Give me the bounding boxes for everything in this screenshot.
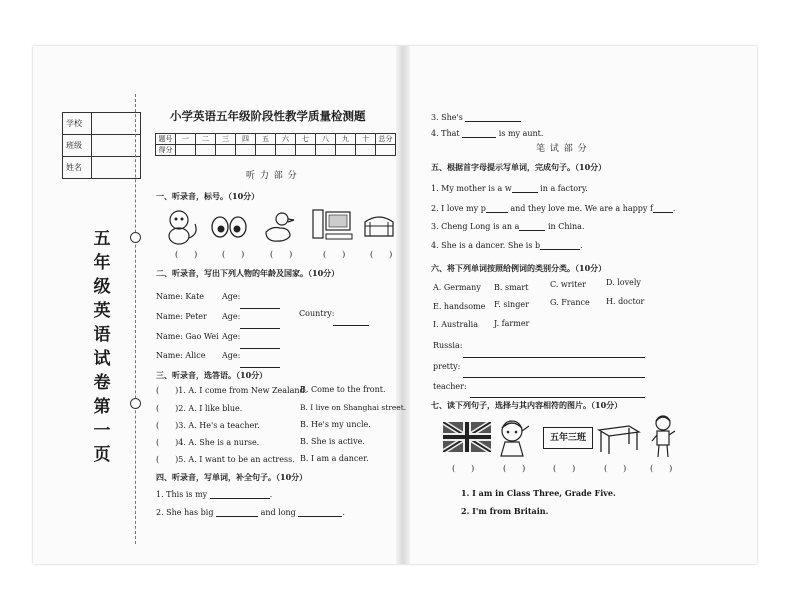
age-label: Age: bbox=[222, 351, 241, 360]
country-label: Country: bbox=[299, 309, 335, 318]
section-7-title: 七、读下列句子，选择与其内容相符的图片。（10分） bbox=[431, 400, 623, 410]
monkey-icon bbox=[162, 208, 202, 246]
info-label: 姓名 bbox=[63, 157, 92, 179]
answer-blank[interactable]: ( ) bbox=[553, 464, 576, 473]
sentence: 2. I'm from Britain. bbox=[461, 506, 549, 516]
choice-option: ( )3. A. He's a teacher. bbox=[156, 421, 260, 430]
age-label: Age: bbox=[222, 332, 241, 341]
section-5-title: 五、根据首字母提示写单词，完成句子。（10分） bbox=[431, 162, 607, 172]
answer-blank[interactable]: ( ) bbox=[650, 464, 673, 473]
boy-icon bbox=[650, 413, 678, 459]
choice-option: ( )2. A. I like blue. bbox=[156, 404, 243, 413]
answer-blank[interactable]: ( ) bbox=[452, 464, 475, 473]
score-cell[interactable] bbox=[236, 145, 256, 156]
person-name: Name: Alice bbox=[156, 351, 206, 360]
class-field[interactable] bbox=[92, 135, 141, 157]
score-cell[interactable] bbox=[376, 145, 396, 156]
fill-blank[interactable] bbox=[653, 203, 673, 213]
fill-blank[interactable] bbox=[210, 489, 270, 499]
vertical-exam-title: 五 年 级 英 语 试 卷 第 一 页 bbox=[93, 229, 111, 465]
answer-blank[interactable]: ( ) bbox=[222, 250, 245, 259]
student-info-table bbox=[62, 112, 141, 179]
info-label: 学校 bbox=[63, 113, 92, 135]
duck-icon bbox=[262, 210, 296, 244]
fill-blank[interactable] bbox=[519, 221, 545, 231]
choice-option: B. I live on Shanghai street. bbox=[300, 403, 407, 412]
binding-hole bbox=[130, 398, 141, 409]
choice-option: ( )5. A. I want to be an actress. bbox=[156, 455, 295, 464]
fill-sentence: 3. Cheng Long is an a in China. bbox=[431, 222, 585, 231]
person-name: Name: Kate bbox=[156, 292, 205, 301]
fill-blank[interactable] bbox=[462, 128, 496, 138]
choice-option: B. She is active. bbox=[300, 437, 365, 446]
word-option: E. handsome bbox=[433, 302, 486, 311]
fill-blank[interactable] bbox=[540, 240, 580, 250]
info-label: 班级 bbox=[63, 135, 92, 157]
age-field[interactable] bbox=[240, 330, 280, 349]
girl-icon bbox=[495, 418, 531, 458]
school-field[interactable] bbox=[92, 113, 141, 135]
score-cell[interactable] bbox=[336, 145, 356, 156]
section-6-title: 六、将下列单词按照给例词的类别分类。（10分） bbox=[431, 263, 607, 273]
score-cell[interactable] bbox=[196, 145, 216, 156]
fill-blank[interactable] bbox=[465, 112, 521, 122]
answer-blank[interactable]: ( ) bbox=[175, 250, 198, 259]
choice-option: B. He's my uncle. bbox=[300, 420, 371, 429]
age-field[interactable] bbox=[240, 349, 280, 368]
answer-blank[interactable]: ( ) bbox=[370, 250, 393, 259]
section-2-title: 二、听录音，写出下列人物的年龄及国家。（10分） bbox=[156, 268, 340, 278]
binding-line bbox=[135, 94, 136, 544]
page-fold bbox=[396, 46, 410, 564]
word-option: D. lovely bbox=[606, 278, 641, 287]
choice-option: B. Come to the front. bbox=[300, 385, 386, 394]
answer-blank[interactable]: ( ) bbox=[503, 464, 526, 473]
class-sign: 五年三班 bbox=[543, 427, 593, 449]
person-name: Name: Peter bbox=[156, 312, 207, 321]
fill-blank[interactable] bbox=[486, 203, 508, 213]
british-flag-icon bbox=[443, 422, 491, 452]
age-field[interactable] bbox=[240, 290, 280, 309]
category-answer-line[interactable] bbox=[463, 339, 645, 358]
score-cell[interactable] bbox=[216, 145, 236, 156]
score-cell[interactable] bbox=[176, 145, 196, 156]
fill-sentence: 2. I love my p and they love me. We are a happy f . bbox=[431, 204, 676, 213]
exam-sheet bbox=[33, 46, 757, 564]
eyes-icon bbox=[210, 212, 248, 242]
category-answer-line[interactable] bbox=[463, 359, 645, 378]
fill-blank[interactable] bbox=[298, 507, 342, 517]
country-field[interactable] bbox=[333, 307, 369, 326]
sofa-icon bbox=[362, 210, 396, 242]
person-name: Name: Gao Wei bbox=[156, 332, 219, 341]
answer-blank[interactable]: ( ) bbox=[323, 250, 346, 259]
age-field[interactable] bbox=[240, 310, 280, 329]
score-cell[interactable] bbox=[276, 145, 296, 156]
score-cell[interactable] bbox=[356, 145, 376, 156]
word-option: F. singer bbox=[494, 300, 529, 309]
fill-blank[interactable] bbox=[216, 507, 258, 517]
fill-sentence: 2. She has big and long . bbox=[156, 508, 345, 517]
fill-sentence: 1. This is my . bbox=[156, 490, 273, 499]
word-option: H. doctor bbox=[606, 297, 645, 306]
choice-option: ( )4. A. She is a nurse. bbox=[156, 438, 260, 447]
score-cell[interactable] bbox=[316, 145, 336, 156]
name-field[interactable] bbox=[92, 157, 141, 179]
word-option: B. smart bbox=[494, 283, 529, 292]
writing-heading: 笔 试 部 分 bbox=[536, 144, 588, 154]
fill-sentence: 4. That is my aunt. bbox=[431, 129, 544, 138]
section-4-title: 四、听录音，写单词，补全句子。（10分） bbox=[156, 472, 308, 482]
fill-sentence: 3. She's bbox=[431, 112, 521, 122]
age-label: Age: bbox=[222, 292, 241, 301]
fill-sentence: 1. My mother is a w in a factory. bbox=[431, 184, 588, 193]
answer-blank[interactable]: ( ) bbox=[604, 464, 627, 473]
fill-blank[interactable] bbox=[512, 183, 538, 193]
section-1-title: 一、听录音，标号。（10分） bbox=[156, 191, 260, 201]
word-option: C. writer bbox=[550, 280, 586, 289]
choice-option: B. I am a dancer. bbox=[300, 454, 369, 463]
computer-icon bbox=[312, 208, 354, 242]
fill-sentence: 4. She is a dancer. She is b . bbox=[431, 241, 583, 250]
listening-heading: 听 力 部 分 bbox=[246, 171, 298, 181]
binding-hole bbox=[130, 232, 141, 243]
category-answer-line[interactable] bbox=[470, 379, 645, 398]
word-option: G. France bbox=[550, 298, 590, 307]
word-option: J. farmer bbox=[494, 319, 530, 328]
table-icon bbox=[597, 424, 641, 454]
category-label: teacher: bbox=[433, 382, 467, 391]
category-label: Russia: bbox=[433, 341, 463, 350]
word-option: A. Germany bbox=[433, 283, 481, 292]
choice-option: ( )1. A. I come from New Zealand. bbox=[156, 386, 308, 395]
answer-blank[interactable]: ( ) bbox=[270, 250, 293, 259]
word-option: I. Australia bbox=[433, 320, 478, 329]
category-label: pretty: bbox=[433, 362, 461, 371]
score-cell[interactable] bbox=[296, 145, 316, 156]
score-table: 题号 一 二 三 四 五 六 七 八 九 十 总分 得分 bbox=[155, 133, 396, 156]
age-label: Age: bbox=[222, 312, 241, 321]
main-title: 小学英语五年级阶段性教学质量检测题 bbox=[170, 109, 366, 123]
score-cell[interactable] bbox=[256, 145, 276, 156]
section-3-title: 三、听录音，选答语。（10分） bbox=[156, 370, 268, 380]
sentence: 1. I am in Class Three, Grade Five. bbox=[461, 488, 616, 498]
